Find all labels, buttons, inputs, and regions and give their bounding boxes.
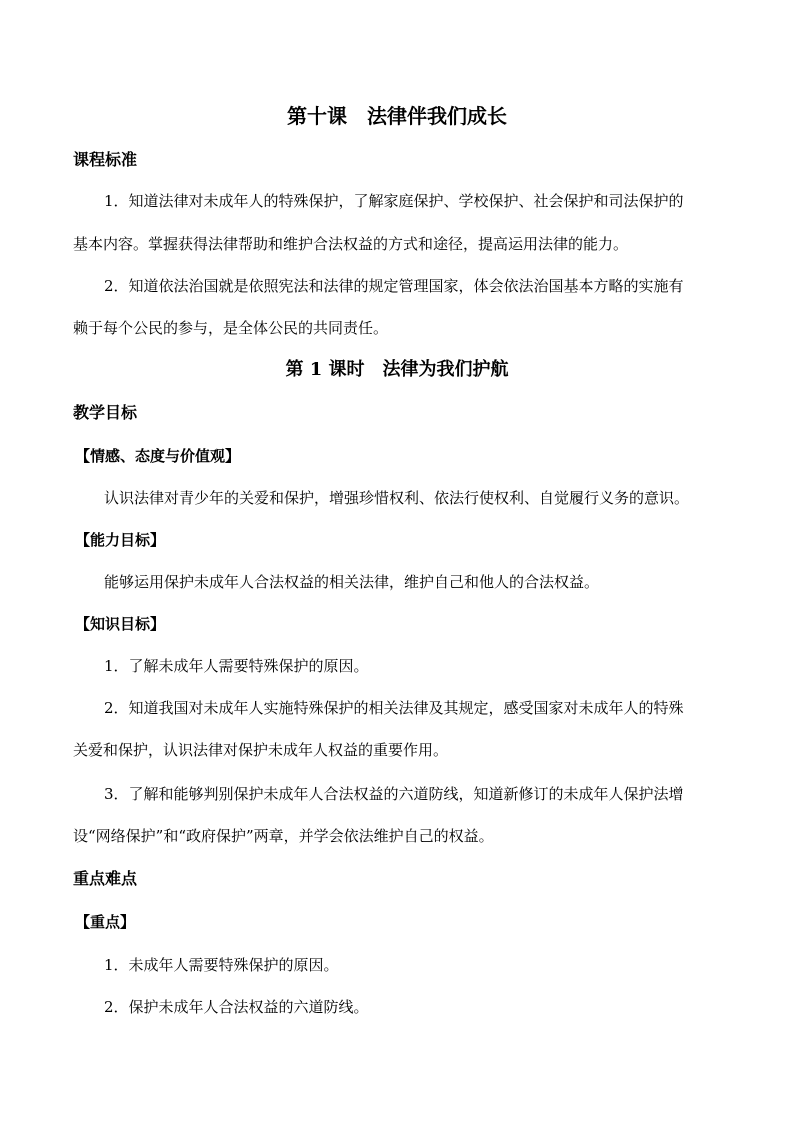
focus-label: 【重点】	[75, 913, 136, 931]
knowledge-item3-line1: 3．了解和能够判别保护未成年人合法权益的六道防线，知道新修订的未成年人保护法增	[104, 785, 684, 803]
focus-item2: 2．保护未成年人合法权益的六道防线。	[104, 998, 369, 1016]
lesson-title: 第 1 课时 法律为我们护航	[285, 359, 509, 380]
knowledge-item1: 1．了解未成年人需要特殊保护的原因。	[104, 657, 369, 675]
page-title: 第十课 法律伴我们成长	[287, 104, 507, 128]
key-points-heading: 重点难点	[73, 869, 138, 888]
knowledge-item3-line2: 设“网络保护”和“政府保护”两章，并学会依法维护自己的权益。	[73, 827, 494, 845]
emotion-goal-label: 【情感、态度与价值观】	[75, 447, 241, 465]
standard-item1-line2: 基本内容。掌握获得法律帮助和维护合法权益的方式和途径，提高运用法律的能力。	[73, 235, 629, 253]
knowledge-item2-line1: 2．知道我国对未成年人实施特殊保护的相关法律及其规定，感受国家对未成年人的特殊	[104, 699, 684, 717]
emotion-goal-text: 认识法律对青少年的关爱和保护，增强珍惜权利、依法行使权利、自觉履行义务的意识。	[104, 489, 690, 507]
knowledge-goal-label: 【知识目标】	[75, 615, 166, 633]
knowledge-item2-line2: 关爱和保护，认识法律对保护未成年人权益的重要作用。	[73, 741, 449, 759]
teaching-goals-heading: 教学目标	[73, 403, 138, 422]
standard-item2-line2: 赖于每个公民的参与，是全体公民的共同责任。	[73, 319, 389, 337]
course-standard-heading: 课程标准	[73, 150, 138, 169]
ability-goal-label: 【能力目标】	[75, 531, 166, 549]
focus-item1: 1．未成年人需要特殊保护的原因。	[104, 956, 339, 974]
standard-item1-line1: 1．知道法律对未成年人的特殊保护，了解家庭保护、学校保护、社会保护和司法保护的	[104, 192, 684, 210]
standard-item2-line1: 2．知道依法治国就是依照宪法和法律的规定管理国家，体会依法治国基本方略的实施有	[104, 277, 684, 295]
ability-goal-text: 能够运用保护未成年人合法权益的相关法律，维护自己和他人的合法权益。	[104, 573, 600, 591]
